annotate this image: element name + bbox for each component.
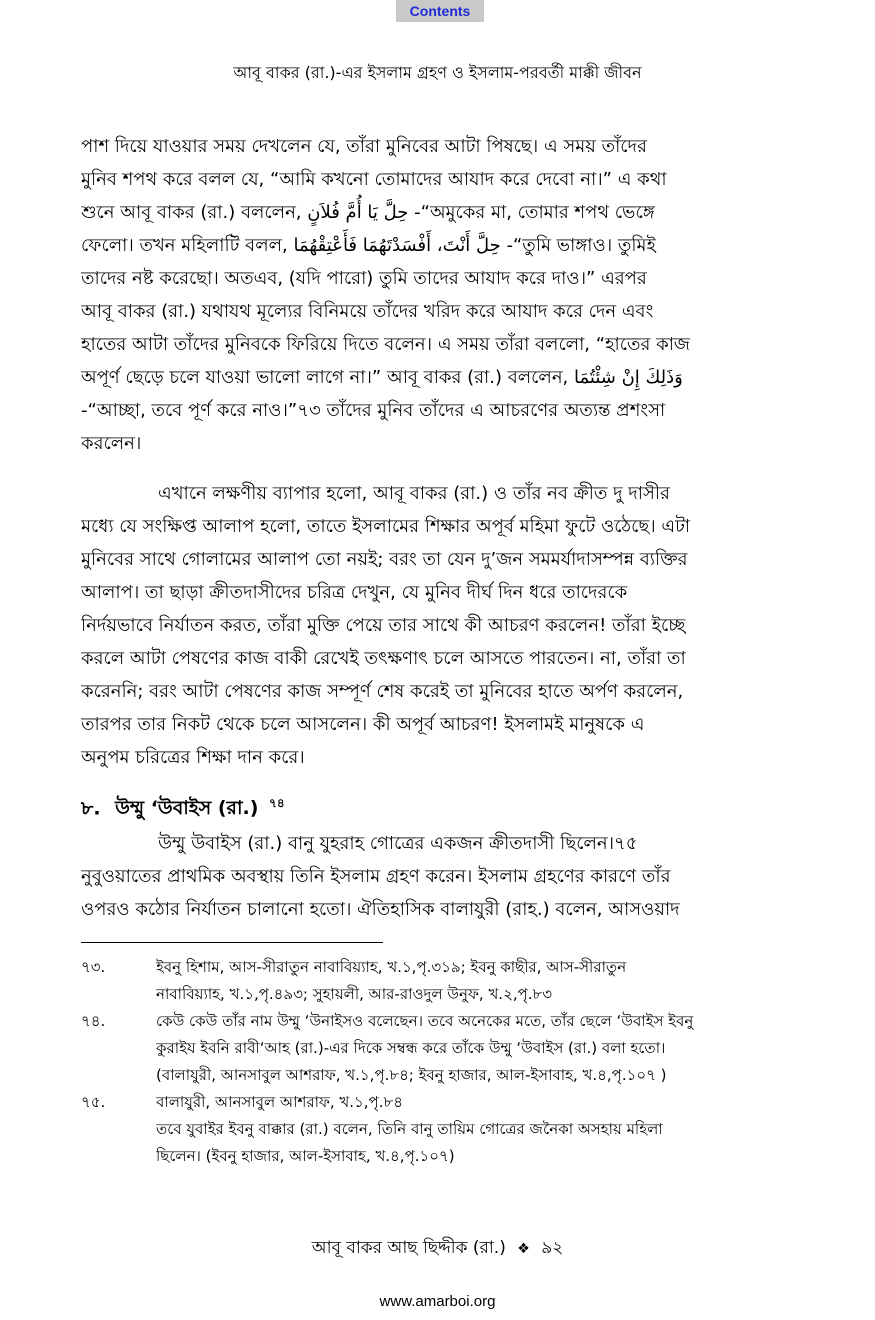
text-line: করেননি; বরং আটা পেষণের কাজ সম্পূর্ণ শেষ করেই তা মুনিবের হাতে অর্পণ করলেন, [81,681,684,702]
text-line: -“আচ্ছা, তবে পূর্ণ করে নাও।”৭৩ তাঁদের মুনিব তাঁদের এ আচরণের অত্যন্ত প্রশংসা [81,400,666,421]
section-heading [81,788,285,823]
footnote-line: বালাযুরী, আনসাবুল আশরাফ, খ.১,পৃ.৮৪ [156,1093,403,1111]
text-line: পাশ দিয়ে যাওয়ার সময় দেখলেন যে, তাঁরা মুনিবের আটা পিষছে। এ সময় তাঁদের [81,136,647,157]
text-line: আলাপ। তা ছাড়া ক্রীতদাসীদের চরিত্র দেখুন, যে মুনিব দীর্ঘ দিন ধরে তাদেরকে [81,582,628,603]
footnote-line: নাবাবিয়্যাহ, খ.১,পৃ.৪৯৩; সুহায়লী, আর-রাওদুল উনুফ, খ.২,পৃ.৮৩ [156,985,553,1003]
footnote-ref[interactable]: ৭৪ [269,796,285,810]
text-line: ফেলো। তখন মহিলাটি বলল, حِلَّ أَنْتَ، أَفْسَدْتَهُمَا فَأَعْتِقْهُمَا -“তুমি ভাঙ্গাও। তুমিই [81,235,656,256]
footnote-line: কেউ কেউ তাঁর নাম উম্মু ‘উনাইসও বলেছেন। তবে অনেকের মতে, তাঁর ছেলে ‘উবাইস ইবনু [156,1012,694,1030]
page-footer [0,1236,875,1261]
footnote-divider [81,942,383,943]
footnote-line: (বালাযুরী, আনসাবুল আশরাফ, খ.১,পৃ.৮৪; ইবনু হাজার, আল-ইসাবাহ, খ.৪,পৃ.১০৭ ) [156,1066,667,1084]
footnote-75 [81,1089,795,1170]
text-line: ওপরও কঠোর নির্যাতন চালানো হতো। ঐতিহাসিক বালাযুরী (রাহ.) বলেন, আসওয়াদ [81,899,680,920]
paragraph-3 [81,827,794,926]
text-line: মধ্যে যে সংক্ষিপ্ত আলাপ হলো, তাতে ইসলামের শিক্ষার অপূর্ব মহিমা ফুটে ওঠেছে। এটা [81,516,691,537]
running-head: আবূ বাকর (রা.)-এর ইসলাম গ্রহণ ও ইসলাম-পরবর্তী মাক্কী জীবন [233,63,642,82]
text-line: অপূর্ণ ছেড়ে চলে যাওয়া ভালো লাগে না।” আবূ বাকর (রা.) বললেন, وَذَلِكَ إِنْ شِئْتُمَا [81,367,683,388]
footnote-line: ইবনু হিশাম, আস-সীরাতুন নাবাবিয়্যাহ, খ.১,পৃ.৩১৯; ইবনু কাছীর, আস-সীরাতুন [156,958,627,976]
footnote-line: কুরাইয ইবনি রাবী‘আহ (রা.)-এর দিকে সম্বন্ধ করে তাঁকে উম্মু ‘উবাইস (রা.) বলা হতো। [156,1039,666,1057]
site-url[interactable]: www.amarboi.org [379,1293,496,1310]
footnote-number: ৭৫. [81,1093,106,1111]
text-line: আবূ বাকর (রা.) যথাযথ মূল্যের বিনিময়ে তাঁদের খরিদ করে আযাদ করে দেন এবং [81,301,654,322]
text-line: মুনিব শপথ করে বলল যে, “আমি কখনো তোমাদের আযাদ করে দেবো না।” এ কথা [81,169,667,190]
ornament-icon: ❖ [517,1241,530,1257]
text-line: করলেন। [81,433,142,454]
text-line: শুনে আবূ বাকর (রা.) বললেন, حِلَّ يَا أُمَّ فُلاَنٍ -“অমুকের মা, তোমার শপথ ভেঙ্গে [81,202,655,223]
text-line: নুবুওয়াতের প্রাথমিক অবস্থায় তিনি ইসলাম গ্রহণ করেন। ইসলাম গ্রহণের কারণে তাঁর [81,866,671,887]
footnote-line: ছিলেন। (ইবনু হাজার, আল-ইসাবাহ, খ.৪,পৃ.১০৭) [156,1147,455,1165]
text-line: নির্দয়ভাবে নির্যাতন করত, তাঁরা মুক্তি পেয়ে তার সাথে কী আচরণ করলেন! তাঁরা ইচ্ছে [81,615,686,636]
footnote-number: ৭৪. [81,1012,106,1030]
footnote-number: ৭৩. [81,958,106,976]
footnote-74 [81,1008,795,1089]
text-line: করলে আটা পেষণের কাজ বাকী রেখেই তৎক্ষণাৎ চলে আসতে পারতেন। না, তাঁরা তা [81,648,686,669]
section-title: উম্মু ‘উবাইস (রা.) [115,797,259,820]
footnote-73 [81,954,795,1008]
text-line: অনুপম চরিত্রের শিক্ষা দান করে। [81,747,305,768]
paragraph-1 [81,130,794,460]
footnotes [81,954,795,1170]
text-line: মুনিবের সাথে গোলামের আলাপ তো নয়ই; বরং তা যেন দু’জন সমমর্যাদাসম্পন্ন ব্যক্তির [81,549,688,570]
text-line: এখানে লক্ষণীয় ব্যাপার হলো, আবূ বাকর (রা.) ও তাঁর নব ক্রীত দু দাসীর [158,483,670,504]
text-line: হাতের আটা তাঁদের মুনিবকে ফিরিয়ে দিতে বলেন। এ সময় তাঁরা বললো, “হাতের কাজ [81,334,691,355]
footnote-line: তবে যুবাইর ইবনু বাক্কার (রা.) বলেন, তিনি বানু তায়িম গোত্রের জনৈকা অসহায় মহিলা [156,1120,663,1138]
text-line: তাদের নষ্ট করেছো। অতএব, (যদি পারো) তুমি তাদের আযাদ করে দাও।” এরপর [81,268,647,289]
text-line: তারপর তার নিকট থেকে চলে আসলেন। কী অপূর্ব আচরণ! ইসলামই মানুষকে এ [81,714,645,735]
section-number: ৮. [81,797,101,820]
paragraph-2 [81,477,794,774]
text-line: উম্মু উবাইস (রা.) বানু যুহরাহ গোত্রের একজন ক্রীতদাসী ছিলেন।৭৫ [158,833,638,854]
contents-link[interactable]: Contents [396,0,484,22]
book-title: আবূ বাকর আছ ছিদ্দীক (রা.) [311,1238,506,1258]
page-number: ৯২ [541,1238,564,1258]
